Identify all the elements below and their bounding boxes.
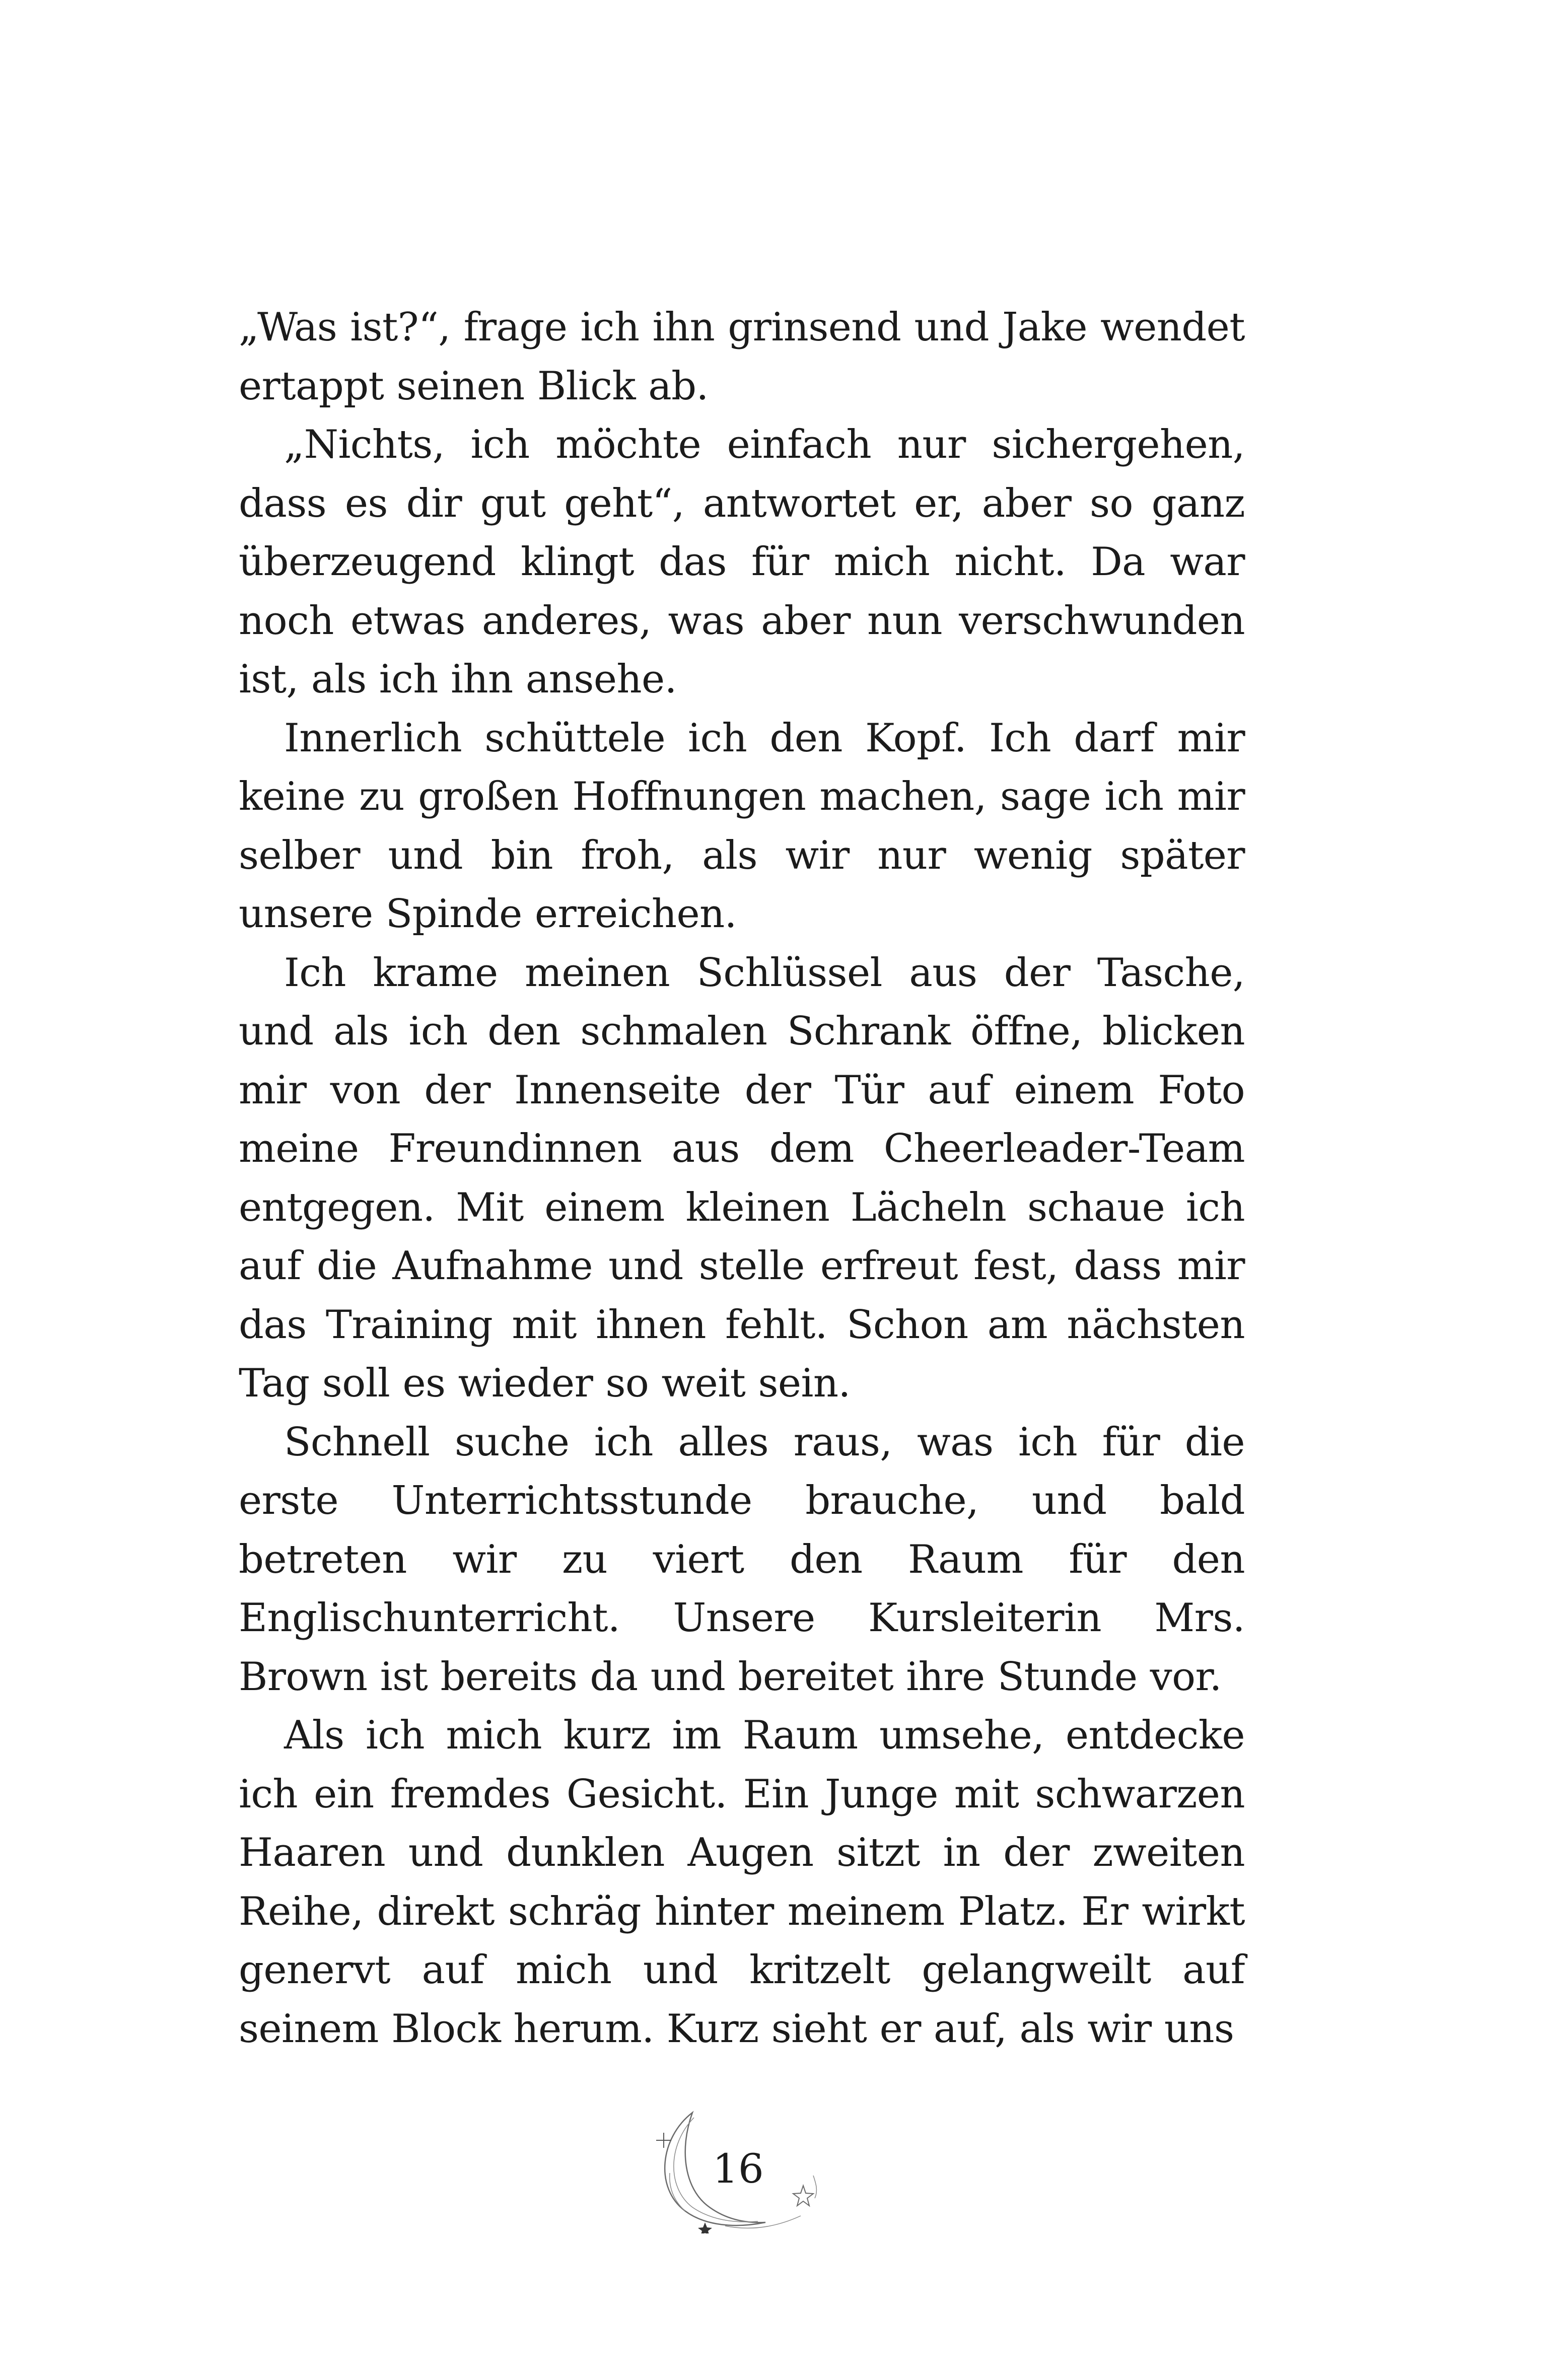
page-footer (650, 2103, 841, 2233)
paragraph-4: Ich krame meinen Schlüssel aus der Tasche, und als ich den schmalen Schrank öffne, blicken mir von der Innenseite der Tür auf einem Foto meine Freundinnen aus dem Cheerleader-Team entgegen. Mit einem kleinen Lächeln schaue ich auf die Aufnahme und stelle erfreut fest, dass mir das Training mit ihnen fehlt. Schon am nächsten Tag soll es wieder so weit sein. (239, 950, 1245, 1406)
star-icon (698, 2222, 712, 2233)
paragraph-6: Als ich mich kurz im Raum umsehe, entdecke ich ein fremdes Gesicht. Ein Junge mit schwarzen Haaren und dunklen Augen sitzt in der zweiten Reihe, direkt schräg hinter meinem Platz. Er wirkt genervt auf mich und kritzelt gelangweilt auf seinem Block herum. Kurz sieht er auf, als wir uns (239, 1713, 1245, 2052)
paragraph-3: Innerlich schüttele ich den Kopf. Ich darf mir keine zu großen Hoffnungen machen, sage ich mir selber und bin froh, als wir nur wenig später unsere Spinde erreichen. (239, 715, 1245, 937)
body-text (239, 298, 1245, 2058)
star-icon (793, 2186, 813, 2206)
page-number: 16 (713, 2145, 764, 2192)
paragraph-2: „Nichts, ich möchte einfach nur sichergehen, dass es dir gut geht“, antwortet er, aber so ganz überzeugend klingt das für mich nicht. Da war noch etwas anderes, was aber nun verschwunden ist, als ich ihn ansehe. (239, 422, 1245, 702)
paragraph-5: Schnell suche ich alles raus, was ich für die erste Unterrichtsstunde brauche, und bald betreten wir zu viert den Raum für den Englischunterricht. Unsere Kursleiterin Mrs. Brown ist bereits da und bereitet ihre Stunde vor. (239, 1419, 1245, 1700)
paragraph-1: „Was ist?“, frage ich ihn grinsend und Jake wendet ertappt seinen Blick ab. (239, 305, 1245, 409)
